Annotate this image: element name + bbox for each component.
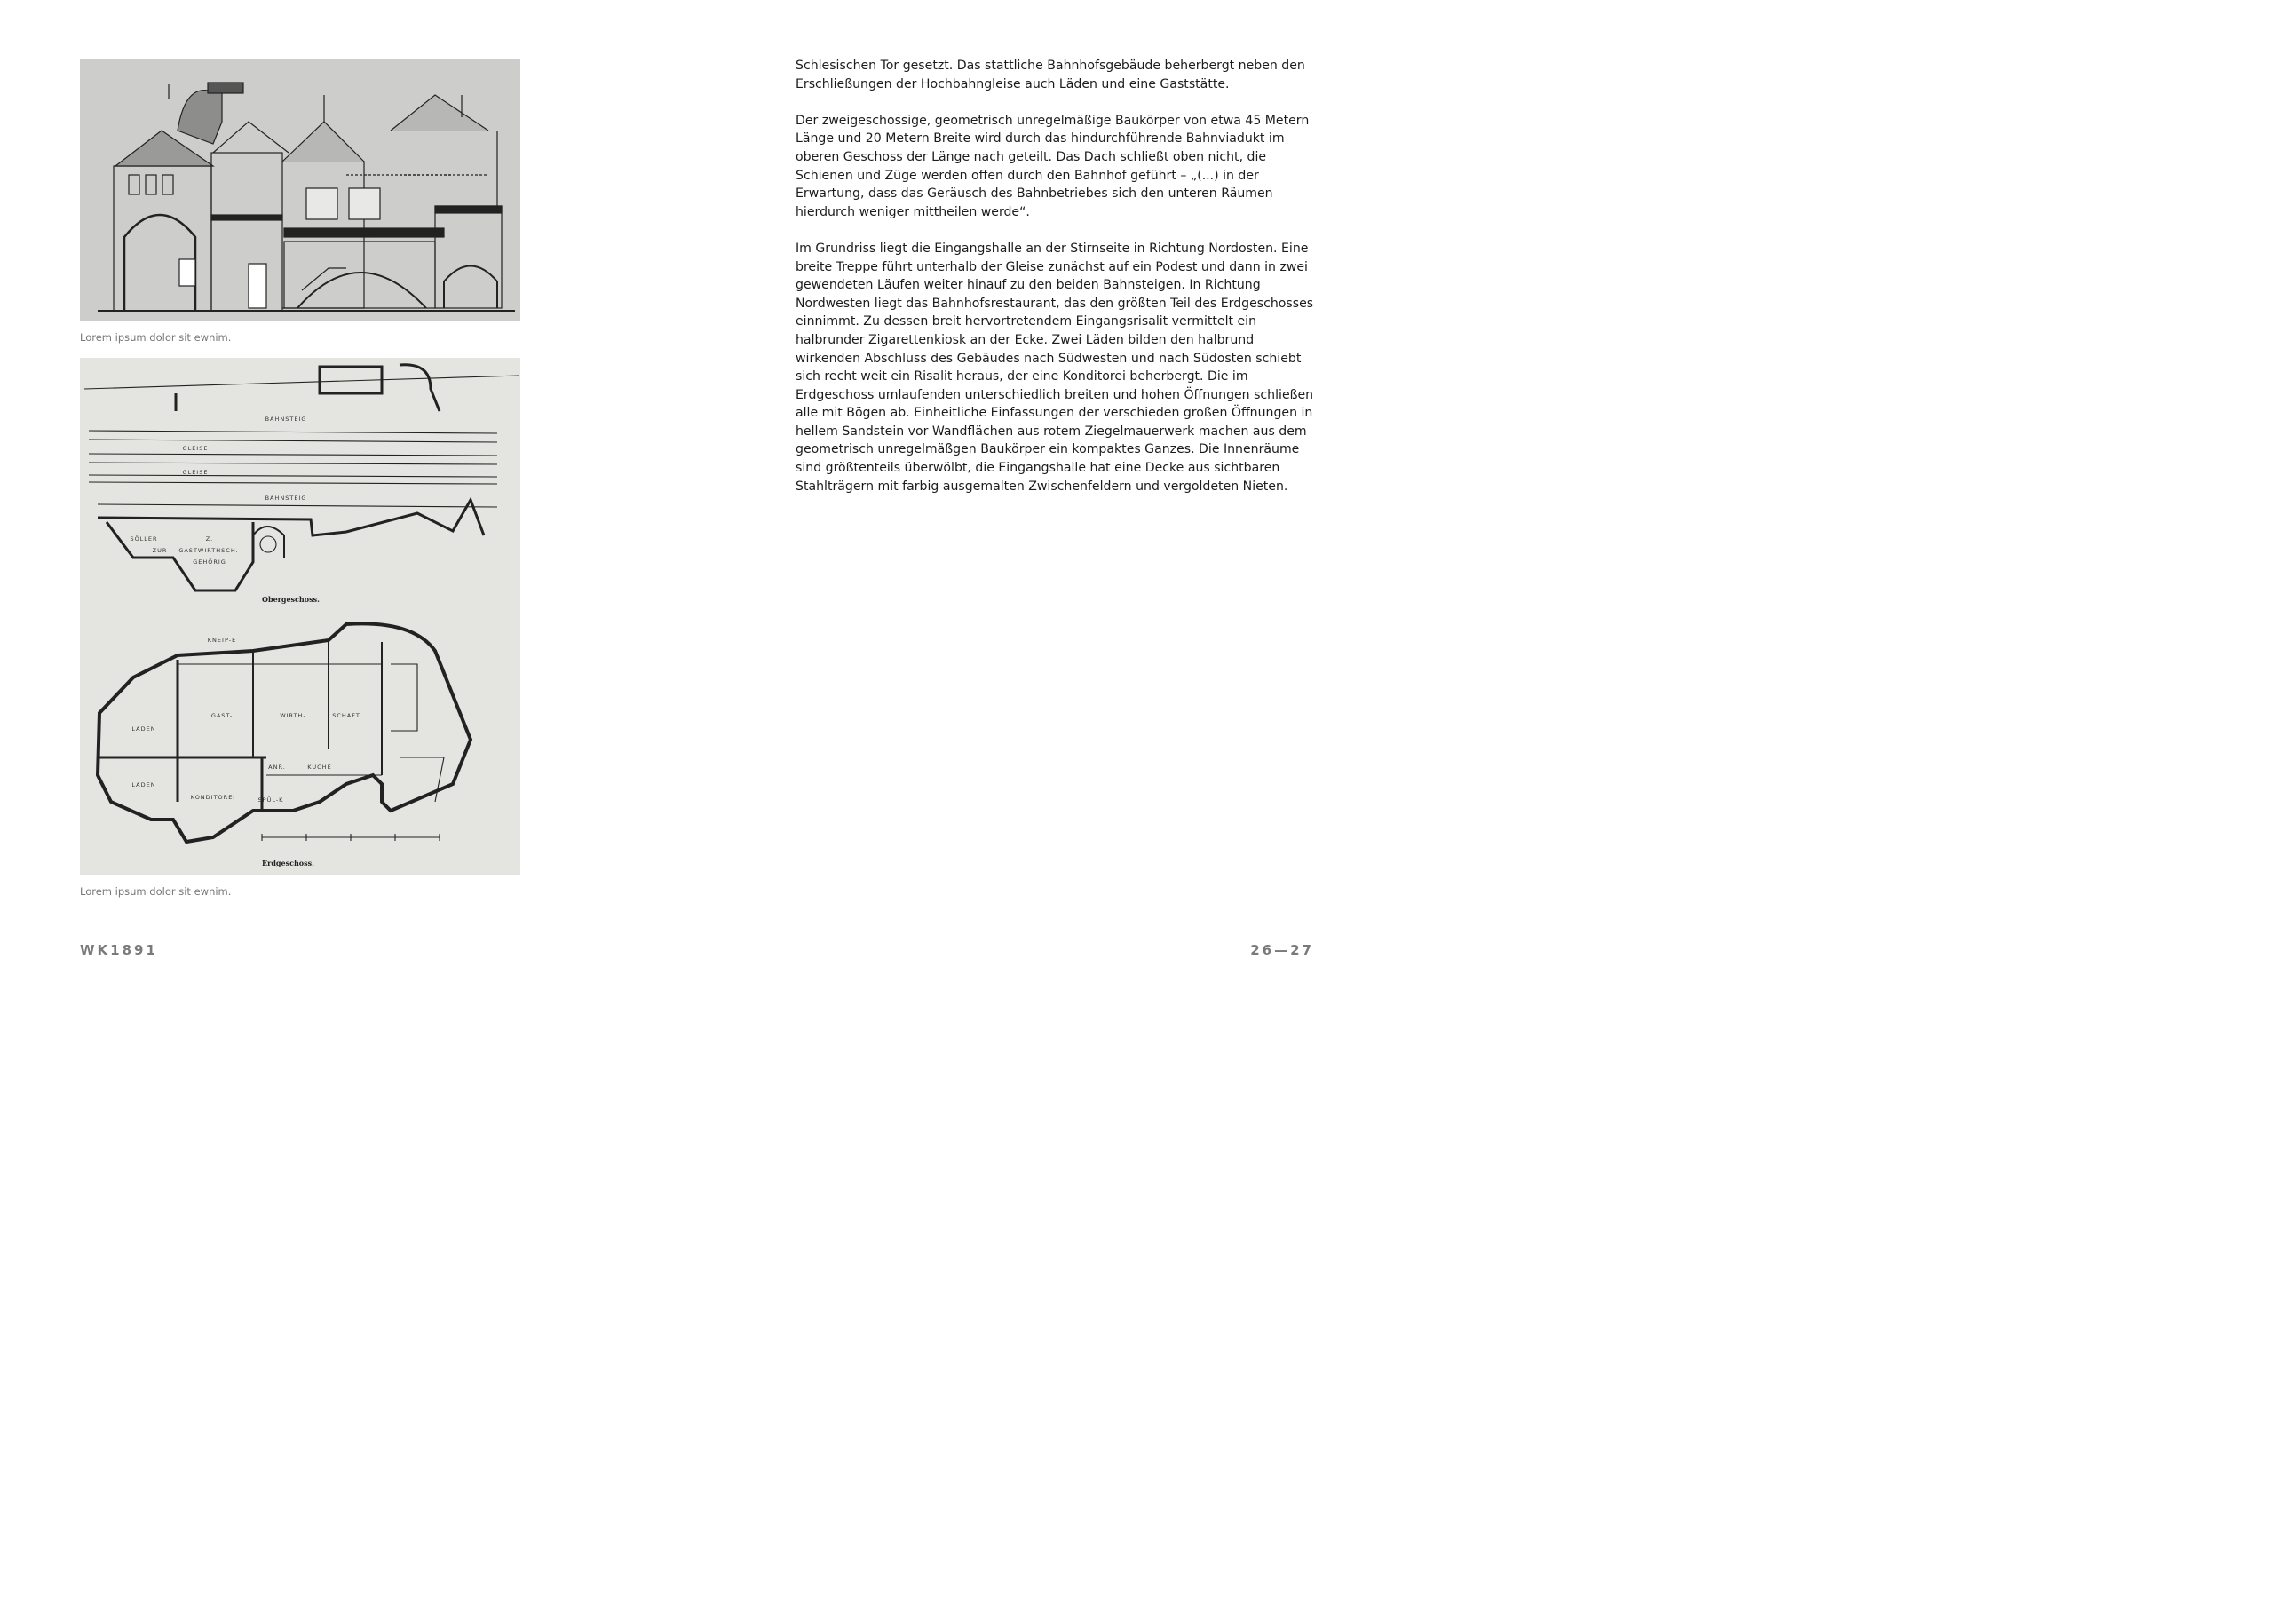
plan-label: LADEN (131, 781, 156, 788)
plan-label: GAST- (210, 712, 234, 719)
plan-label: SCHAFT (332, 712, 360, 719)
plan-label: Z. (205, 535, 214, 543)
plan-label: ZUR (152, 547, 168, 554)
plan-label: LADEN (131, 725, 156, 733)
section-drawing-image (80, 59, 520, 321)
figure-1-caption: Lorem ipsum dolor sit ewnim. (80, 331, 232, 344)
floor-plan-image (80, 358, 520, 875)
plan-label: SPÜL-K (257, 796, 284, 804)
plan-label: BAHNSTEIG (265, 495, 307, 502)
plan-title: Erdgeschoss. (262, 859, 314, 867)
plan-title: Obergeschoss. (262, 595, 320, 604)
plan-label: WIRTH- (280, 712, 306, 719)
plan-label: ANR. (268, 764, 286, 771)
plan-label: BAHNSTEIG (265, 416, 307, 423)
plan-label: KÜCHE (307, 764, 332, 771)
figure-2-caption: Lorem ipsum dolor sit ewnim. (80, 885, 232, 898)
plan-label: KONDITOREI (190, 794, 236, 801)
paragraph: Der zweigeschossige, geometrisch unregelmäßige Baukörper von etwa 45 Metern Länge und 20 Metern Breite wird durch das hindurchführende Bahnviadukt im oberen Geschoss der Länge nach geteilt. Das Dach schließt oben nicht, die Schienen und Züge werden offen durch den Bahnhof geführt – „(...) in der Erwartung, dass das Geräusch des Bahnbetriebes sich den unteren Räumen hierdurch weniger mittheilen werde“. (796, 113, 1310, 219)
page-numbers: 26—27 (1250, 942, 1314, 958)
plan-label: SÖLLER (130, 535, 158, 543)
paragraph: Im Grundriss liegt die Eingangshalle an der Stirnseite in Richtung Nordosten. Eine breite Treppe führt unterhalb der Gleise zunächst auf ein Podest und dann in zwei gewendeten Läufen weiter hinauf zu den beiden Bahnsteigen. In Richtung Nordwesten liegt das Bahnhofsrestaurant, das den größten Teil des Erdgeschosses einnimmt. Zu dessen breit hervortretendem Eingangsrisalit vermittelt ein halbrunder Zigarettenkiosk an der Ecke. Zwei Läden bilden den halbrund wirkenden Abschluss des Gebäudes nach Südwesten und nach Südosten schiebt sich recht weit ein Risalit heraus, der eine Konditorei beherbergt. Die im Erdgeschoss umlaufenden unterschiedlich breiten und hohen Öffnungen schließen alle mit Bögen ab. Einheitliche Einfassungen der verschieden großen Öffnungen in hellem Sandstein vor Wandflächen aus rotem Ziegelmauerwerk machen aus dem geometrisch unregelmäßgen Baukörper ein kompaktes Ganzes. Die Innenräume sind größtenteils überwölbt, die Eingangshalle hat eine Decke aus sichtbaren Stahlträgern mit farbig ausgemalten Zwischenfeldern und vergoldeten Nieten. (796, 241, 1314, 494)
body-text-column (796, 57, 1318, 514)
plan-label: GASTWIRTHSCH. (178, 547, 239, 554)
running-title: WK1891 (80, 942, 158, 958)
paragraph: Schlesischen Tor gesetzt. Das stattliche Bahnhofsgebäude beherbergt neben den Erschließungen der Hochbahngleise auch Läden und eine Gaststätte. (796, 59, 1305, 91)
plan-label: GEHÖRIG (193, 558, 226, 566)
plan-label: GLEISE (182, 445, 209, 452)
plan-label: GLEISE (182, 469, 209, 476)
plan-label: KNEIP-E (207, 637, 237, 644)
